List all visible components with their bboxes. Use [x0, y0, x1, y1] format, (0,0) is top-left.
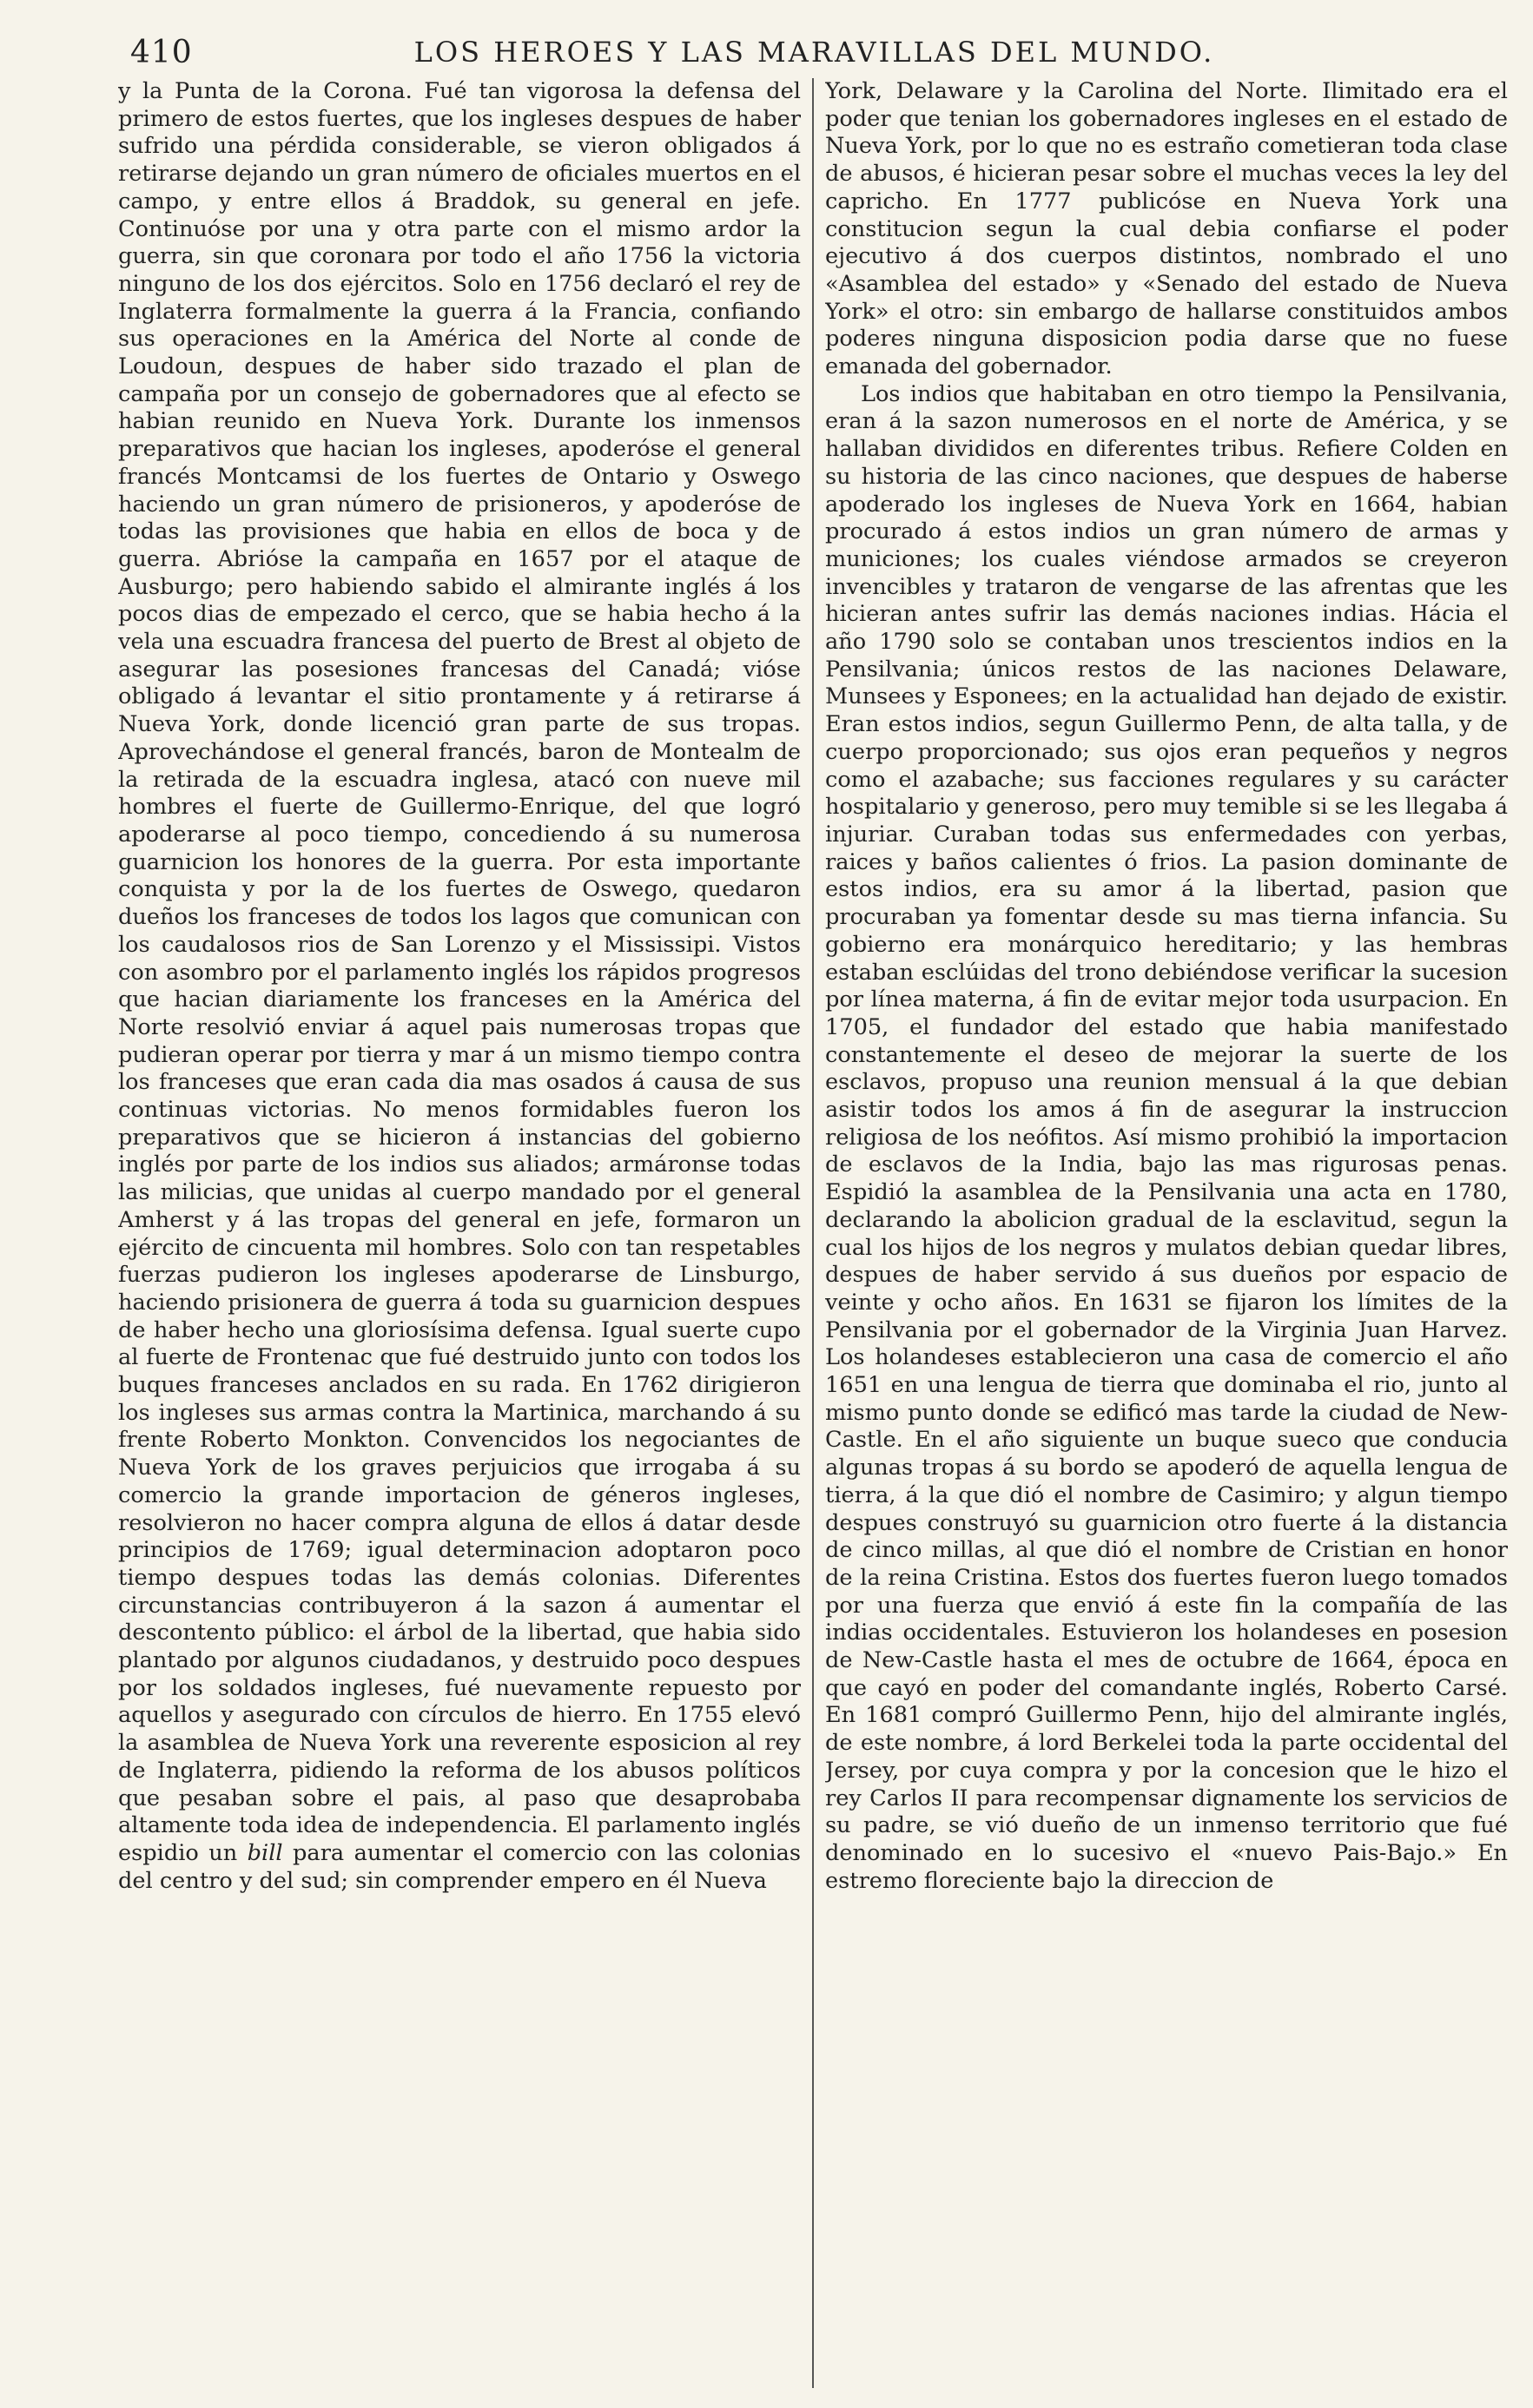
italic-term-bill: bill	[247, 1840, 283, 1866]
running-head: LOS HEROES Y LAS MARAVILLAS DEL MUNDO.	[413, 36, 1215, 69]
text-columns	[118, 78, 1508, 2388]
left-column	[118, 78, 801, 2388]
page-header	[130, 28, 1498, 76]
left-paragraph-1-end: para aumentar el comercio con las colonias del centro y del sud; sin comprender empero en él Nueva	[118, 1840, 801, 1894]
left-paragraph-1-text: y la Punta de la Corona. Fué tan vigorosa la defensa del primero de estos fuertes, que los ingleses despues de haber sufrido una pérdida considerable, se vieron obligados á retirarse dejando un gran número de oficiales muertos en el campo, y entre ellos á Braddok, su general en jefe. Continuóse por una y otra parte con el mismo ardor la guerra, sin que coronara por todo el año 1756 la victoria ninguno de los dos ejércitos. Solo en 1756 declaró el rey de Inglaterra formalmente la guerra á la Francia, confiando sus operaciones en la América del Norte al conde de Loudoun, despues de haber sido trazado el plan de campaña por un consejo de gobernadores que al efecto se habian reunido en Nueva York. Durante los inmensos preparativos que hacian los ingleses, apoderóse el general francés Montcamsi de los fuertes de Ontario y Oswego haciendo un gran número de prisioneros, y apoderóse de todas las provisiones que habia en ellos de boca y de guerra. Abrióse la campaña en 1657 por el ataque de Ausburgo; pero habiendo sabido el almirante inglés á los pocos dias de empezado el cerco, que se habia hecho á la vela una escuadra francesa del puerto de Brest al objeto de asegurar las posesiones francesas del Canadá; vióse obligado á levantar el sitio prontamente y á retirarse á Nueva York, donde licenció gran parte de sus tropas. Aprovechándose el general francés, baron de Montealm de la retirada de la escuadra inglesa, atacó con nueve mil hombres el fuerte de Guillermo-Enrique, del que logró apoderarse al poco tiempo, concediendo á su numerosa guarnicion los honores de la guerra. Por esta importante conquista y por la de los fuertes de Oswego, quedaron dueños los franceses de todos los lagos que comunican con los caudalosos rios de San Lorenzo y el Mississipi. Vistos con asombro por el parlamento inglés los rápidos progresos que hacian diariamente los franceses en la América del Norte resolvió enviar á aquel pais numerosas tropas que pudieran operar por tierra y mar á un mismo tiempo contra los franceses que eran cada dia mas osados á causa de sus continuas victorias. No menos formidables fueron los preparativos que se hicieron á instancias del gobierno inglés por parte de los indios sus aliados; armáronse todas las milicias, que unidas al cuerpo mandado por el general Amherst y á las tropas del general en jefe, formaron un ejército de cincuenta mil hombres. Solo con tan respetables fuerzas pudieron los ingleses apoderarse de Linsburgo, haciendo prisionera de guerra á toda su guarnicion despues de haber hecho una gloriosísima defensa. Igual suerte cupo al fuerte de Frontenac que fué destruido junto con todos los buques franceses anclados en su rada. En 1762 dirigieron los ingleses sus armas contra la Martinica, marchando á su frente Roberto Monkton. Convencidos los negociantes de Nueva York de los graves perjuicios que irrogaba á su comercio la grande importacion de géneros ingleses, resolvieron no hacer compra alguna de ellos á datar desde principios de 1769; igual determinacion adoptaron poco tiempo despues todas las demás colonias. Diferentes circunstancias contribuyeron á la sazon á aumentar el descontento público: el árbol de la libertad, que habia sido plantado por algunos ciudadanos, y destruido poco despues por los soldados ingleses, fué nuevamente repuesto por aquellos y asegurado con círculos de hierro. En 1755 elevó la asamblea de Nueva York una reverente esposicion al rey de Inglaterra, pidiendo la reforma de los abusos políticos que pesaban sobre el pais, al paso que desaprobaba altamente toda idea de independencia. El parlamento inglés espidio un	[118, 78, 801, 1866]
left-paragraph-1	[118, 78, 801, 1895]
column-divider	[812, 78, 814, 2388]
right-paragraph-1: York, Delaware y la Carolina del Norte. Ilimitado era el poder que tenian los gobernadores ingleses en el estado de Nueva York, por lo que no es estraño cometieran toda clase de abusos, é hicieran pesar sobre el muchas veces la ley del capricho. En 1777 publicóse en Nueva York una constitucion segun la cual debia confiarse el poder ejecutivo á dos cuerpos distintos, nombrado el uno «Asamblea del estado» y «Senado del estado de Nueva York» el otro: sin embargo de hallarse constituidos ambos poderes ninguna disposicion podia darse que no fuese emanada del gobernador.	[825, 78, 1508, 380]
right-column	[825, 78, 1508, 2388]
page-number: 410	[130, 34, 193, 70]
right-paragraph-2: Los indios que habitaban en otro tiempo la Pensilvania, eran á la sazon numerosos en el norte de América, y se hallaban divididos en diferentes tribus. Refiere Colden en su historia de las cinco naciones, que despues de haberse apoderado los ingleses de Nueva York en 1664, habian procurado á estos indios un gran número de armas y municiones; los cuales viéndose armados se creyeron invencibles y trataron de vengarse de las afrentas que les hicieran antes sufrir las demás naciones indias. Hácia el año 1790 solo se contaban unos trescientos indios en la Pensilvania; únicos restos de las naciones Delaware, Munsees y Esponees; en la actualidad han dejado de existir. Eran estos indios, segun Guillermo Penn, de alta talla, y de cuerpo proporcionado; sus ojos eran pequeños y negros como el azabache; sus facciones regulares y su carácter hospitalario y generoso, pero muy temible si se les llegaba á injuriar. Curaban todas sus enfermedades con yerbas, raices y baños calientes ó frios. La pasion dominante de estos indios, era su amor á la libertad, pasion que procuraban ya fomentar desde su mas tierna infancia. Su gobierno era monárquico hereditario; y las hembras estaban esclúidas del trono debiéndose verificar la sucesion por línea materna, á fin de evitar mejor toda usurpacion. En 1705, el fundador del estado que habia manifestado constantemente el deseo de mejorar la suerte de los esclavos, propuso una reunion mensual á la que debian asistir todos los amos á fin de asegurar la instruccion religiosa de los neófitos. Así mismo prohibió la importacion de esclavos de la India, bajo las mas rigurosas penas. Espidió la asamblea de la Pensilvania una acta en 1780, declarando la abolicion gradual de la esclavitud, segun la cual los hijos de los negros y mulatos debian quedar libres, despues de haber servido á sus dueños por espacio de veinte y ocho años. En 1631 se fijaron los límites de la Pensilvania por el gobernador de la Virginia Juan Harvez. Los holandeses establecieron una casa de comercio el año 1651 en una lengua de tierra que dominaba el rio, junto al mismo punto donde se edificó mas tarde la ciudad de New-Castle. En el año siguiente un buque sueco que conducia algunas tropas á su bordo se apoderó de aquella lengua de tierra, á la que dió el nombre de Casimiro; y algun tiempo despues construyó su guarnicion otro fuerte á la distancia de cinco millas, al que dió el nombre de Cristian en honor de la reina Cristina. Estos dos fuertes fueron luego tomados por una fuerza que envió á este fin la compañía de las indias occidentales. Estuvieron los holandeses en posesion de New-Castle hasta el mes de octubre de 1664, época en que cayó en poder del comandante inglés, Roberto Carsé. En 1681 compró Guillermo Penn, hijo del almirante inglés, de este nombre, á lord Berkelei toda la parte occidental del Jersey, por cuya compra y por la concesion que le hizo el rey Carlos II para recompensar dignamente los servicios de su padre, se vió dueño de un inmenso territorio que fué denominado en lo sucesivo el «nuevo Pais-Bajo.» En estremo floreciente bajo la direccion de	[825, 380, 1508, 1894]
